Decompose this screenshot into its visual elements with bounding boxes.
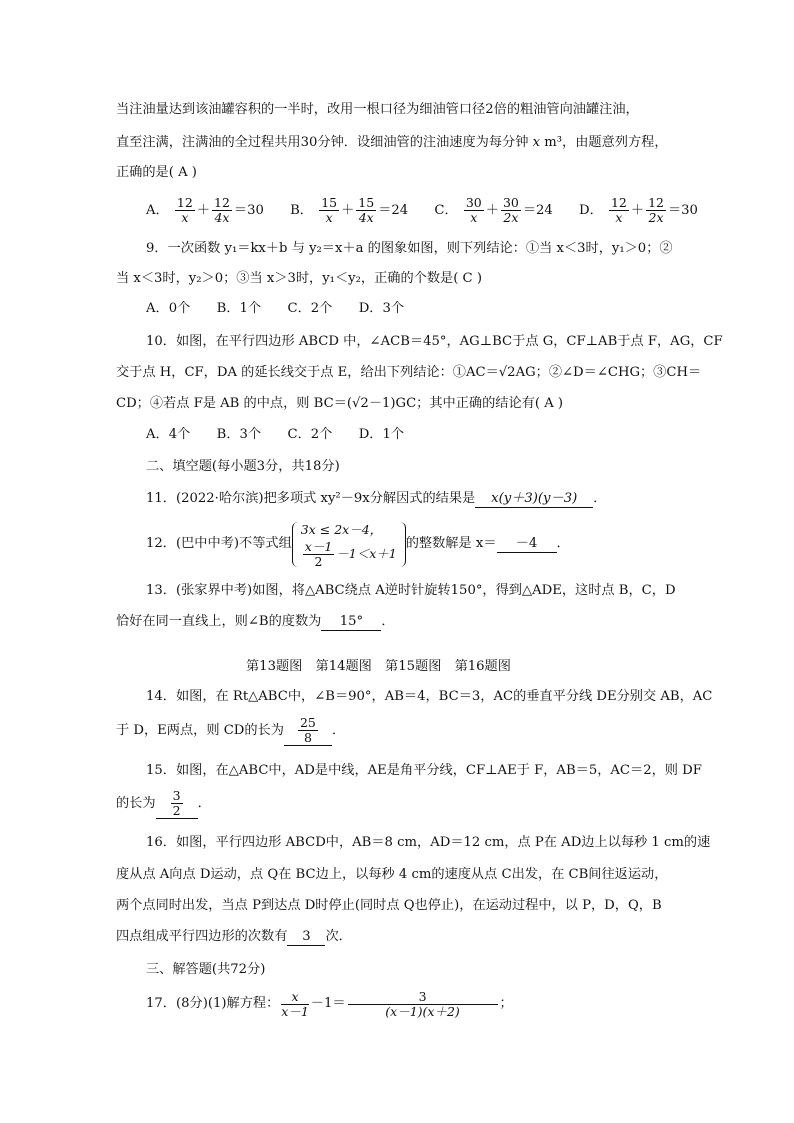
q14-line-1: 14．如图，在 Rt△ABC中，∠B＝90°，AB＝4，BC＝3，AC的垂直平分线 DE分别交 AB，AC xyxy=(146,689,713,704)
denominator: 2x xyxy=(503,210,519,225)
q9-options: A．0个 B．1个 C．2个 D．3个 xyxy=(146,301,405,316)
numerator: x－1 xyxy=(304,538,333,554)
denominator: (x－1)(x＋2) xyxy=(385,1003,460,1019)
left-brace xyxy=(292,522,299,567)
numerator: 15 xyxy=(358,195,375,210)
q8-line-2 xyxy=(116,134,668,152)
denominator: 4x xyxy=(358,210,374,225)
q11-answer: x(y＋3)(y－3) xyxy=(475,491,593,508)
inequality-2-tail: －1＜x＋1 xyxy=(336,545,397,561)
section-solve-heading: 三、解答题(共72分) xyxy=(146,962,266,977)
q8-option-d: D． $\frac{12}{x}$ ＋ $\frac{12}{2x}$ ＝30 xyxy=(579,195,698,225)
denominator: 4x xyxy=(214,210,230,225)
fraction xyxy=(175,196,195,225)
q12-text: 12．(巴中中考)不等式组 xyxy=(146,536,292,551)
rhs: ＝24 xyxy=(522,203,553,218)
numerator: 3 xyxy=(348,990,498,1005)
q15-suffix: ． xyxy=(197,796,211,811)
option-label: C． xyxy=(434,203,458,218)
q11-suffix: ． xyxy=(593,491,607,506)
numerator: 12 xyxy=(176,195,193,210)
fraction xyxy=(464,196,484,225)
numerator: 25 xyxy=(299,715,316,730)
q17-suffix: ； xyxy=(499,996,513,1011)
q12-answer: －4 xyxy=(497,536,557,553)
q14-suffix: ． xyxy=(331,723,346,738)
q10-line-1: 10．如图，在平行四边形 ABCD 中，∠ACB＝45°，AG⊥BC于点 G，CF⊥AB于点 F，AG，CF xyxy=(146,334,723,349)
q8-option-c: C． $\frac{30}{x}$ ＋ $\frac{30}{2x}$ ＝24 xyxy=(434,195,553,225)
q12-suffix: ． xyxy=(556,536,570,551)
q16-suffix: 次． xyxy=(325,929,352,944)
denominator: x xyxy=(325,210,333,225)
q8-line-2-text: 直至注满，注满油的全过程共用30分钟．设细油管的注油速度为每分钟 xyxy=(116,135,529,150)
denominator: x xyxy=(615,210,623,225)
fraction xyxy=(501,196,521,225)
denominator: 2x xyxy=(648,210,664,225)
fraction xyxy=(319,196,339,225)
option-label: D． xyxy=(579,203,603,218)
q8-line-2-tail: ，由题意列方程， xyxy=(562,135,668,150)
denominator: 8 xyxy=(303,730,312,745)
numerator: 15 xyxy=(321,195,338,210)
q17-rhs-fraction xyxy=(348,990,498,1019)
q8-option-b: B． $\frac{15}{x}$ ＋ $\frac{15}{4x}$ ＝24 xyxy=(290,195,409,225)
section-fill-in-heading: 二、填空题(每小题3分，共18分) xyxy=(146,459,340,474)
option-label: B． xyxy=(290,203,313,218)
q8-variable: x xyxy=(532,135,541,150)
rhs: ＝24 xyxy=(378,203,409,218)
q8-option-a: A． $\frac{12}{x}$ ＋ $\frac{12}{4x}$ ＝30 xyxy=(146,195,264,225)
fraction xyxy=(646,196,666,225)
q13-answer: 15° xyxy=(321,614,381,631)
numerator: 30 xyxy=(502,195,519,210)
q16-line-2: 度从点 A向点 D运动，点 Q在 BC边上，以每秒 4 cm的速度从点 C出发，在 CB间往返运动， xyxy=(116,867,668,882)
q12-line xyxy=(146,516,570,572)
denominator: x－1 xyxy=(281,1003,309,1019)
q13-text: 恰好在同一直线上，则∠B的度数为 xyxy=(116,614,322,629)
q16-line-3: 两个点同时出发，当点 P到达点 D时停止(同时点 Q也停止)，在运动过程中，以 P，D，Q，B xyxy=(116,898,662,913)
numerator: 12 xyxy=(648,195,664,210)
rhs: ＝30 xyxy=(233,203,264,218)
q9-line-2: 当 x＜3时，y₂＞0；③当 x＞3时，y₁＜y₂，正确的个数是( C ) xyxy=(116,271,482,286)
denominator: 2 xyxy=(172,803,181,818)
q14-line-2 xyxy=(116,714,345,748)
inequality-1: 3x ≤ 2x－4， xyxy=(300,521,383,537)
q17-line xyxy=(146,985,513,1023)
q16-text: 四点组成平行四边形的次数有 xyxy=(116,929,288,944)
numerator: 3 xyxy=(172,788,181,803)
q17-lhs-fraction xyxy=(281,990,309,1019)
option-label: A． xyxy=(146,203,169,218)
q15-line-1: 15．如图，在△ABC中，AD是中线，AE是角平分线，CF⊥AE于 F，AB＝5，AC＝2，则 DF xyxy=(146,763,702,778)
q10-line-2: 交于点 H，CF，DA 的延长线交于点 E，给出下列结论：①AC＝√2AG；②∠D＝∠CHG；③CH＝ xyxy=(116,365,702,380)
inequality-2 xyxy=(301,540,397,569)
denominator: 2 xyxy=(314,553,323,569)
q8-line-1: 当注油量达到该油罐容积的一半时，改用一根口径为细油管口径2倍的粗油管向油罐注油， xyxy=(116,102,639,117)
q13-line-2 xyxy=(116,613,395,631)
q15-text: 的长为 xyxy=(116,796,156,811)
q17-mid: －1＝ xyxy=(310,996,346,1011)
q13-suffix: ． xyxy=(381,614,395,629)
fraction xyxy=(609,196,629,225)
q14-text: 于 D，E两点，则 CD的长为 xyxy=(116,723,284,738)
q8-line-3: 正确的是( A ) xyxy=(116,165,197,180)
q15-line-2 xyxy=(116,787,211,821)
fraction xyxy=(356,196,376,225)
q16-line-4 xyxy=(116,928,352,946)
rhs: ＝30 xyxy=(667,203,698,218)
q17-text: 17．(8分)(1)解方程： xyxy=(146,996,280,1011)
numerator: x xyxy=(281,990,309,1005)
q10-options: A．4个 B．3个 C．2个 D．1个 xyxy=(146,427,405,442)
q10-line-3: CD；④若点 F是 AB 的中点，则 BC＝(√2－1)GC；其中正确的结论有( A ) xyxy=(116,396,564,411)
fraction xyxy=(212,196,232,225)
q11-line xyxy=(146,490,606,508)
q15-answer xyxy=(156,789,198,819)
figure-captions: 第13题图 第14题图 第15题图 第16题图 xyxy=(246,659,511,674)
q12-mid-text: 的整数解是 x＝ xyxy=(405,536,497,551)
q8-options xyxy=(146,196,698,230)
denominator: x xyxy=(181,210,189,225)
q16-line-1: 16．如图，平行四边形 ABCD中，AB＝8 cm，AD＝12 cm，点 P在 AD边上以每秒 1 cm的速 xyxy=(146,835,711,850)
numerator: 30 xyxy=(465,195,482,210)
inequality-system xyxy=(292,520,406,569)
q9-line-1: 9．一次函数 y₁＝kx＋b 与 y₂＝x＋a 的图象如图，则下列结论：①当 x＜3时，y₁＞0；② xyxy=(146,241,673,256)
q14-answer xyxy=(284,716,332,746)
q8-unit: m³ xyxy=(544,135,563,150)
numerator: 12 xyxy=(610,195,627,210)
denominator: x xyxy=(470,210,478,225)
q11-text: 11．(2022·哈尔滨)把多项式 xy²－9x分解因式的结果是 xyxy=(146,491,476,506)
numerator: 12 xyxy=(214,195,230,210)
right-brace xyxy=(399,522,406,567)
q16-answer: 3 xyxy=(287,929,325,946)
q13-line-1: 13．(张家界中考)如图，将△ABC绕点 A逆时针旋转150°，得到△ADE，这时点 B，C，D xyxy=(146,583,676,598)
